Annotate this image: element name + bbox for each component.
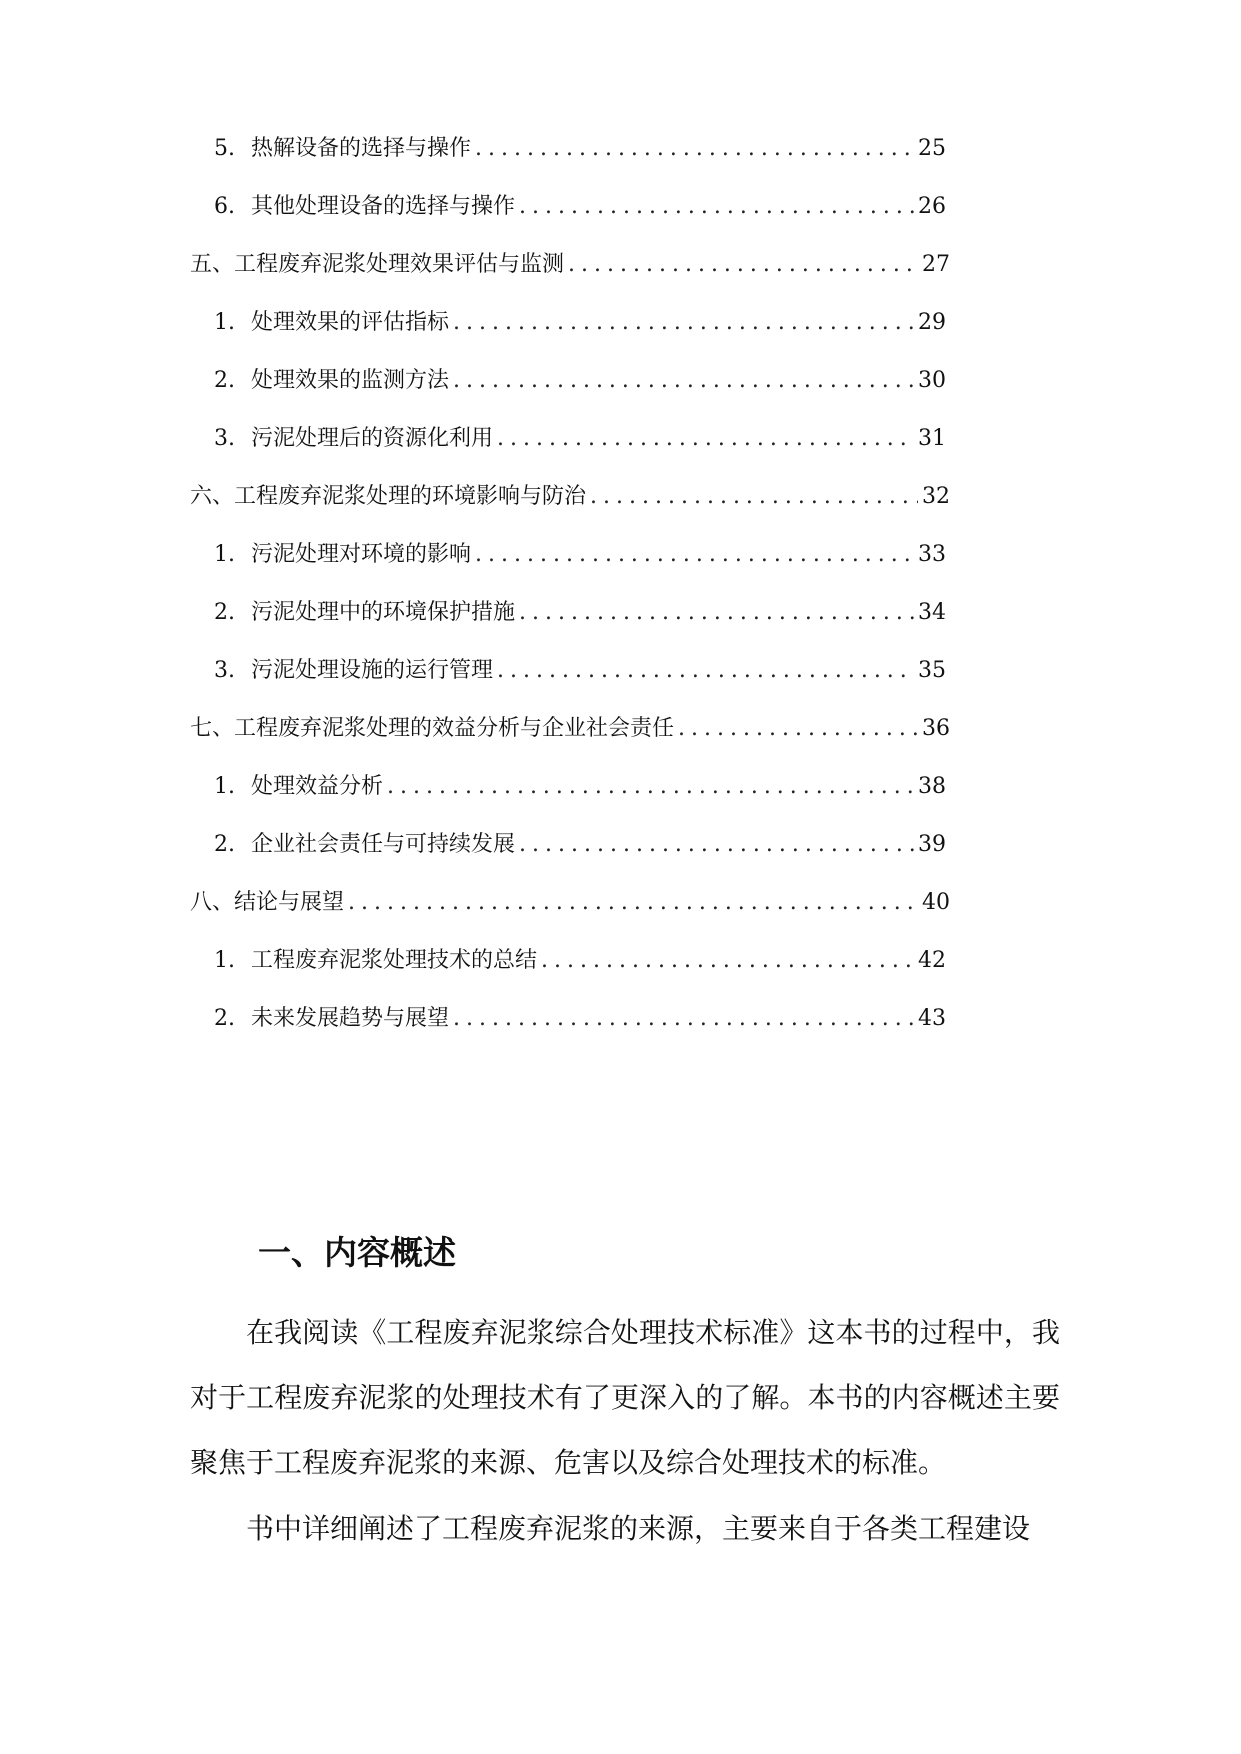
- toc-page: 36: [922, 716, 950, 741]
- toc-page: 43: [918, 1006, 946, 1031]
- toc-entry[interactable]: [214, 598, 946, 628]
- toc-number: 3.: [214, 658, 235, 683]
- toc-entry[interactable]: [214, 540, 946, 570]
- toc-entry[interactable]: [214, 772, 946, 802]
- toc-title: 处理效果的监测方法: [251, 368, 450, 393]
- toc-number: 2.: [214, 600, 235, 625]
- toc-leader: [453, 366, 914, 396]
- toc-title: 五、工程废弃泥浆处理效果评估与监测: [190, 252, 565, 277]
- toc-number: 1.: [214, 948, 235, 973]
- toc-page: 26: [918, 194, 946, 219]
- toc-entry[interactable]: [214, 424, 946, 454]
- toc-title: 污泥处理后的资源化利用: [251, 426, 494, 451]
- toc-entry[interactable]: [214, 830, 946, 860]
- toc-title: 企业社会责任与可持续发展: [251, 832, 516, 857]
- toc-page: 40: [922, 890, 950, 915]
- toc-entry[interactable]: [214, 1004, 946, 1034]
- toc-entry[interactable]: [214, 192, 946, 222]
- toc-title: 污泥处理设施的运行管理: [251, 658, 494, 683]
- toc-page: 27: [922, 252, 950, 277]
- toc-title: 其他处理设备的选择与操作: [251, 194, 516, 219]
- toc-number: 2.: [214, 832, 235, 857]
- toc-title: 六、工程废弃泥浆处理的环境影响与防治: [190, 484, 587, 509]
- toc-leader: [497, 656, 914, 686]
- toc-page: 25: [918, 136, 946, 161]
- toc-entry[interactable]: [190, 482, 950, 512]
- toc-page: 31: [918, 426, 946, 451]
- toc-leader: [678, 714, 918, 744]
- toc-leader: [519, 598, 914, 628]
- toc-entry[interactable]: [214, 656, 946, 686]
- toc-number: 2.: [214, 368, 235, 393]
- toc-entry[interactable]: [214, 308, 946, 338]
- toc-page: 32: [922, 484, 950, 509]
- toc-number: 1.: [214, 774, 235, 799]
- toc-leader: [519, 192, 914, 222]
- toc-page: 33: [918, 542, 946, 567]
- toc-entry[interactable]: [214, 366, 946, 396]
- toc-entry[interactable]: [190, 888, 950, 918]
- body-paragraph: 在我阅读《工程废弃泥浆综合处理技术标准》这本书的过程中，我对于工程废弃泥浆的处理技术有了更深入的了解。本书的内容概述主要聚焦于工程废弃泥浆的来源、危害以及综合处理技术的标准。: [190, 1316, 1060, 1479]
- toc-entry[interactable]: [190, 714, 950, 744]
- toc-leader: [541, 946, 914, 976]
- toc-title: 热解设备的选择与操作: [251, 136, 472, 161]
- toc-leader: [348, 888, 918, 918]
- toc-title: 污泥处理中的环境保护措施: [251, 600, 516, 625]
- toc-title: 处理效果的评估指标: [251, 310, 450, 335]
- toc-leader: [475, 134, 914, 164]
- toc-title: 未来发展趋势与展望: [251, 1006, 450, 1031]
- toc-leader: [453, 308, 914, 338]
- toc-page: 38: [918, 774, 946, 799]
- body-paragraph: 书中详细阐述了工程废弃泥浆的来源，主要来自于各类工程建设: [246, 1512, 1031, 1545]
- toc-title: 八、结论与展望: [190, 890, 345, 915]
- toc-page: 35: [918, 658, 946, 683]
- toc-number: 2.: [214, 1006, 235, 1031]
- toc-number: 3.: [214, 426, 235, 451]
- toc-entry[interactable]: [214, 946, 946, 976]
- toc-number: 6.: [214, 194, 235, 219]
- toc-entry[interactable]: [214, 134, 946, 164]
- toc-leader: [387, 772, 914, 802]
- toc-number: 1.: [214, 542, 235, 567]
- toc-title: 工程废弃泥浆处理技术的总结: [251, 948, 538, 973]
- toc-page: 39: [918, 832, 946, 857]
- toc-leader: [568, 250, 918, 280]
- section-heading: 一、内容概述: [258, 1233, 456, 1272]
- toc-title: 处理效益分析: [251, 774, 384, 799]
- toc-page: 29: [918, 310, 946, 335]
- toc-leader: [453, 1004, 914, 1034]
- toc-page: 42: [918, 948, 946, 973]
- toc-number: 1.: [214, 310, 235, 335]
- toc-leader: [590, 482, 918, 512]
- toc-page: 30: [918, 368, 946, 393]
- toc-leader: [519, 830, 914, 860]
- toc-leader: [475, 540, 914, 570]
- toc-title: 污泥处理对环境的影响: [251, 542, 472, 567]
- toc-entry[interactable]: [190, 250, 950, 280]
- toc-title: 七、工程废弃泥浆处理的效益分析与企业社会责任: [190, 716, 675, 741]
- toc-number: 5.: [214, 136, 235, 161]
- toc-leader: [497, 424, 914, 454]
- toc-page: 34: [918, 600, 946, 625]
